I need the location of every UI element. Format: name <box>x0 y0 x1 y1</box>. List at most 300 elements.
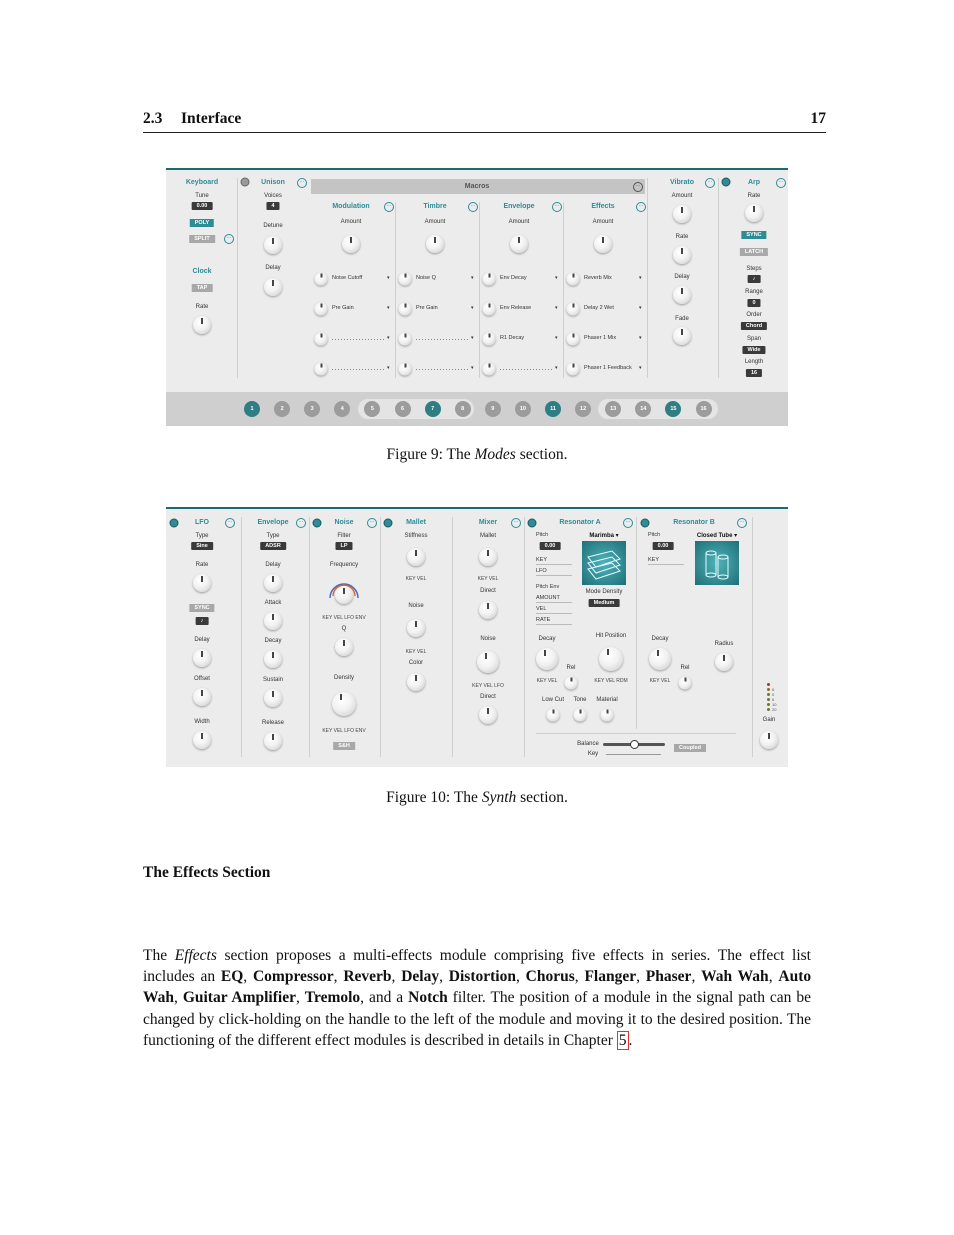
chevron-down-icon[interactable]: ▾ <box>471 335 474 341</box>
env-sustain-knob[interactable] <box>264 689 282 707</box>
paragraph-text: Effects <box>174 947 217 964</box>
res-a-rel-knob[interactable] <box>565 677 578 690</box>
divider <box>524 517 525 757</box>
chevron-down-icon[interactable]: ▾ <box>471 275 474 281</box>
page-button[interactable]: 15 <box>665 401 681 417</box>
arp-order-label: Order <box>746 312 762 318</box>
macro-amount-label: Amount <box>340 219 362 225</box>
lfo-delay-knob[interactable] <box>193 649 211 667</box>
mixer-mallet-mod-sources[interactable]: KEY VEL <box>477 576 499 582</box>
divider <box>395 202 396 378</box>
balance-key-label: Key <box>587 751 599 757</box>
page-button[interactable]: 9 <box>485 401 501 417</box>
mod-slider-track <box>536 602 572 603</box>
paragraph-text: , <box>574 968 585 986</box>
env-attack-knob[interactable] <box>264 612 282 630</box>
vibrato-rate-label: Rate <box>675 234 689 240</box>
res-b-decay-knob[interactable] <box>649 648 671 670</box>
chevron-down-icon[interactable]: ▾ <box>387 275 390 281</box>
pitch-env-vel[interactable]: VEL <box>536 606 547 612</box>
macro-slot-knob[interactable] <box>315 333 328 346</box>
macro-settings-icon[interactable]: ⋯ <box>468 202 478 212</box>
resonator-b-power-icon[interactable] <box>641 519 650 528</box>
panel-top-line <box>166 168 788 170</box>
macro-slot-knob[interactable] <box>483 303 496 316</box>
running-header <box>143 110 826 133</box>
resonator-a-settings-icon[interactable]: ⋯ <box>623 518 633 528</box>
macro-slot-empty[interactable] <box>332 369 384 370</box>
divider <box>636 517 637 729</box>
mode-density-value[interactable]: Medium <box>589 599 620 607</box>
env-decay-knob[interactable] <box>264 650 282 668</box>
macro-slot-knob[interactable] <box>315 363 328 376</box>
mixer-direct2-knob[interactable] <box>479 706 497 724</box>
macro-slot-knob[interactable] <box>483 273 496 286</box>
mixer-noise-label: Noise <box>480 636 496 642</box>
env-decay-label: Decay <box>264 638 282 644</box>
res-b-model-dropdown[interactable]: Closed Tube ▾ <box>696 533 738 539</box>
lfo-delay-label: Delay <box>194 637 210 643</box>
chevron-down-icon[interactable]: ▾ <box>639 365 642 371</box>
chevron-down-icon[interactable]: ▾ <box>387 365 390 371</box>
arp-span-label: Span <box>746 336 762 342</box>
effect-name: Delay <box>401 968 440 986</box>
lfo-power-icon[interactable] <box>170 519 179 528</box>
vibrato-title: Vibrato <box>670 179 694 186</box>
arp-latch-button[interactable]: LATCH <box>740 248 768 256</box>
res-b-decay-label: Decay <box>651 636 669 642</box>
lfo-title: LFO <box>195 519 209 526</box>
material-knob[interactable] <box>601 709 614 722</box>
mod-slider-track <box>536 564 572 565</box>
res-a-decay-knob[interactable] <box>536 648 558 670</box>
paragraph-text: , <box>174 989 183 1007</box>
vibrato-amount-knob[interactable] <box>673 205 691 223</box>
arp-rate-knob[interactable] <box>745 204 763 222</box>
pitch-env-rate[interactable]: RATE <box>536 617 551 623</box>
res-b-key-mod[interactable]: KEY <box>648 557 660 563</box>
macro-slot-knob[interactable] <box>567 303 580 316</box>
res-a-decay-mod-sources[interactable]: KEY VEL <box>536 678 558 684</box>
section-heading: The Effects Section <box>143 864 271 881</box>
chevron-down-icon[interactable]: ▾ <box>387 305 390 311</box>
arp-range-value[interactable]: 0 <box>747 299 760 307</box>
macro-slot-knob[interactable] <box>399 303 412 316</box>
envelope-settings-icon[interactable]: ⋯ <box>296 518 306 528</box>
hit-position-mod-sources[interactable]: KEY VEL RDM <box>594 678 628 684</box>
page-button[interactable]: 13 <box>605 401 621 417</box>
gain-label: Gain <box>762 717 776 723</box>
meter-led <box>767 708 770 711</box>
density-mod-sources[interactable]: KEY VEL LFO ENV <box>322 728 366 734</box>
color-knob[interactable] <box>407 673 425 691</box>
unison-power-icon[interactable] <box>241 178 250 187</box>
mixer-noise-mod-sources[interactable]: KEY VEL LFO <box>472 683 504 689</box>
macro-amount-knob[interactable] <box>342 235 360 253</box>
material-label: Material <box>596 697 618 703</box>
macro-slot-knob[interactable] <box>483 333 496 346</box>
chevron-down-icon[interactable]: ▾ <box>387 335 390 341</box>
mallet-noise-mod-sources[interactable]: KEY VEL <box>405 649 427 655</box>
color-label: Color <box>408 660 424 666</box>
macro-slot-knob[interactable] <box>399 273 412 286</box>
arp-steps-label: Steps <box>746 266 762 272</box>
lfo-width-label: Width <box>194 719 210 725</box>
clock-rate-knob[interactable] <box>193 316 211 334</box>
vibrato-delay-label: Delay <box>674 274 690 280</box>
macro-slot-empty[interactable] <box>500 369 552 370</box>
hit-position-knob[interactable] <box>599 647 623 671</box>
figure-synth-screenshot <box>166 507 788 767</box>
chevron-down-icon[interactable]: ▾ <box>639 335 642 341</box>
macro-slot-knob[interactable] <box>483 363 496 376</box>
meter-led <box>767 698 770 701</box>
arp-sync-button[interactable]: SYNC <box>741 231 766 239</box>
divider <box>563 202 564 378</box>
macro-slot-knob[interactable] <box>567 333 580 346</box>
low-cut-knob[interactable] <box>547 709 560 722</box>
macro-slot-empty[interactable] <box>332 339 384 340</box>
env-release-label: Release <box>261 720 285 726</box>
frequency-knob[interactable] <box>335 586 353 604</box>
divider <box>452 517 453 757</box>
meter-tick-label: 20 <box>772 707 777 712</box>
mixer-noise-knob[interactable] <box>477 651 499 673</box>
res-b-rel-label: Rel <box>680 665 690 671</box>
lfo-width-knob[interactable] <box>193 731 211 749</box>
arp-settings-icon[interactable]: ⋯ <box>776 178 786 188</box>
mod-slider-track <box>536 575 572 576</box>
vibrato-delay-knob[interactable] <box>673 286 691 304</box>
caption-text: section. <box>515 446 568 463</box>
macro-slot-target[interactable]: Pre Gain <box>416 305 438 311</box>
detune-label: Detune <box>263 223 283 229</box>
unison-settings-icon[interactable]: ⋯ <box>297 178 307 188</box>
vibrato-rate-knob[interactable] <box>673 246 691 264</box>
macro-amount-knob[interactable] <box>594 235 612 253</box>
macro-slot-target[interactable]: Pre Gain <box>332 305 354 311</box>
voices-value[interactable]: 4 <box>266 202 279 210</box>
macro-slot-target[interactable]: R1 Decay <box>500 335 525 341</box>
caption-text: Figure 10: The <box>386 789 482 806</box>
paragraph-text: . <box>628 1031 633 1049</box>
stiffness-label: Stiffness <box>404 533 428 539</box>
paragraph-text: , <box>243 968 253 986</box>
effect-name: Notch <box>408 989 448 1007</box>
paragraph-text: , <box>636 968 646 986</box>
page-button[interactable]: 8 <box>455 401 471 417</box>
divider <box>718 178 719 378</box>
macro-slot-target[interactable]: Noise Q <box>416 275 436 281</box>
macro-amount-label: Amount <box>592 219 614 225</box>
lfo-rate-knob[interactable] <box>193 574 211 592</box>
page-number: 17 <box>810 110 826 127</box>
noise-filter-label: Filter <box>337 533 351 539</box>
tune-value[interactable]: 0.00 <box>192 202 213 210</box>
paragraph-text: , <box>333 968 344 986</box>
res-a-rel-label: Rel <box>566 665 576 671</box>
macro-amount-knob[interactable] <box>510 235 528 253</box>
arp-range-label: Range <box>745 289 763 295</box>
vibrato-amount-label: Amount <box>671 193 693 199</box>
mallet-noise-knob[interactable] <box>407 619 425 637</box>
coupled-button[interactable]: Coupled <box>674 744 706 752</box>
resonator-b-settings-icon[interactable]: ⋯ <box>737 518 747 528</box>
keyboard-settings-icon[interactable]: ⋯ <box>224 234 234 244</box>
macro-slot-empty[interactable] <box>416 339 468 340</box>
lfo-type-value[interactable]: Sine <box>191 542 213 550</box>
envelope-title: Envelope <box>257 519 289 526</box>
mixer-mallet-knob[interactable] <box>479 548 497 566</box>
noise-settings-icon[interactable]: ⋯ <box>367 518 377 528</box>
page-button[interactable]: 4 <box>334 401 350 417</box>
page-button[interactable]: 16 <box>696 401 712 417</box>
macro-slot-target[interactable]: Noise Cutoff <box>332 275 363 281</box>
lfo-sync-button[interactable]: SYNC <box>189 604 214 612</box>
unison-delay-knob[interactable] <box>264 278 282 296</box>
effect-name: Compressor <box>252 968 334 986</box>
page-button[interactable]: 2 <box>274 401 290 417</box>
res-b-pitch-value[interactable]: 0.00 <box>653 542 674 550</box>
page-button[interactable]: 12 <box>575 401 591 417</box>
density-knob[interactable] <box>332 692 356 716</box>
env-release-knob[interactable] <box>264 732 282 750</box>
chevron-down-icon[interactable]: ▾ <box>471 365 474 371</box>
macro-slot-knob[interactable] <box>315 273 328 286</box>
env-delay-label: Delay <box>265 562 281 568</box>
divider <box>752 517 753 757</box>
macro-amount-knob[interactable] <box>426 235 444 253</box>
macro-slot-knob[interactable] <box>399 333 412 346</box>
arp-power-icon[interactable] <box>722 178 731 187</box>
stiffness-knob[interactable] <box>407 548 425 566</box>
chevron-down-icon[interactable]: ▾ <box>555 335 558 341</box>
resonator-a-power-icon[interactable] <box>528 519 537 528</box>
page-button[interactable]: 10 <box>515 401 531 417</box>
effect-name: Chorus <box>525 968 575 986</box>
macros-title: Macros <box>464 183 490 190</box>
unison-title: Unison <box>261 179 285 186</box>
res-a-pitch-label: Pitch <box>536 532 549 538</box>
macro-slot-target[interactable]: Env Release <box>500 305 532 311</box>
lfo-note-value[interactable]: ♪ <box>196 617 209 625</box>
env-sustain-label: Sustain <box>262 677 284 683</box>
macro-settings-icon[interactable]: ⋯ <box>384 202 394 212</box>
effect-name: Tremolo <box>304 989 361 1007</box>
mixer-mallet-label: Mallet <box>479 533 497 539</box>
balance-slider-handle[interactable] <box>630 740 639 749</box>
effect-name: Phaser <box>645 968 692 986</box>
noise-power-icon[interactable] <box>313 519 322 528</box>
macro-title: Effects <box>591 203 615 210</box>
res-a-key-mod[interactable]: KEY <box>536 557 548 563</box>
vibrato-fade-knob[interactable] <box>673 327 691 345</box>
section-title: Interface <box>181 110 242 127</box>
body-paragraph <box>143 945 811 1051</box>
tap-button[interactable]: TAP <box>192 284 213 292</box>
page-button[interactable]: 7 <box>425 401 441 417</box>
meter-tick-label: 0 <box>772 692 775 697</box>
sample-hold-button[interactable]: S&H <box>333 742 355 750</box>
mixer-title: Mixer <box>478 519 498 526</box>
macros-settings-icon[interactable]: ⋯ <box>633 182 643 192</box>
macro-slot-knob[interactable] <box>567 363 580 376</box>
marimba-model-image <box>582 541 626 585</box>
res-a-pitch-value[interactable]: 0.00 <box>540 542 561 550</box>
q-knob[interactable] <box>335 638 353 656</box>
frequency-mod-sources[interactable]: KEY VEL LFO ENV <box>322 615 366 621</box>
mixer-direct1-knob[interactable] <box>479 601 497 619</box>
closed-tube-model-image <box>695 541 739 585</box>
mallet-power-icon[interactable] <box>384 519 393 528</box>
divider <box>479 202 480 378</box>
macro-slot-target[interactable]: Delay 2 Wet <box>584 305 614 311</box>
page-button[interactable]: 11 <box>545 401 561 417</box>
divider <box>241 517 242 757</box>
macro-settings-icon[interactable]: ⋯ <box>552 202 562 212</box>
caption-text: section. <box>516 789 568 806</box>
panel-top-line <box>166 507 788 509</box>
divider <box>309 517 310 757</box>
paragraph-text: , <box>439 968 449 986</box>
mod-slider-track <box>648 564 684 565</box>
arp-title: Arp <box>747 179 761 186</box>
mode-density-label: Mode Density <box>585 589 623 595</box>
tube-icon <box>695 541 739 585</box>
chevron-down-icon[interactable]: ▾ <box>555 305 558 311</box>
macro-slot-target[interactable]: Phaser 1 Mix <box>584 335 617 341</box>
figure-modes-screenshot <box>166 168 788 426</box>
chevron-down-icon[interactable]: ▾ <box>639 275 642 281</box>
paragraph-text: , <box>691 968 702 986</box>
chevron-down-icon[interactable]: ▾ <box>555 275 558 281</box>
lfo-offset-knob[interactable] <box>193 688 211 706</box>
chevron-down-icon[interactable]: ▾ <box>555 365 558 371</box>
key-slider-track[interactable] <box>606 754 661 755</box>
paragraph-text: The <box>143 947 175 964</box>
page-button[interactable]: 5 <box>364 401 380 417</box>
vibrato-settings-icon[interactable]: ⋯ <box>705 178 715 188</box>
marimba-bars-icon <box>582 541 626 585</box>
res-a-lfo-mod[interactable]: LFO <box>536 568 547 574</box>
stiffness-mod-sources[interactable]: KEY VEL <box>405 576 427 582</box>
paragraph-text: , and a <box>360 989 409 1007</box>
macro-slot-empty[interactable] <box>416 369 468 370</box>
gain-knob[interactable] <box>760 731 778 749</box>
macro-settings-icon[interactable]: ⋯ <box>636 202 646 212</box>
meter-led <box>767 703 770 706</box>
resonator-a-title: Resonator A <box>559 519 601 526</box>
voices-label: Voices <box>264 193 282 199</box>
unison-delay-label: Delay <box>265 265 281 271</box>
density-label: Density <box>333 675 355 681</box>
poly-button[interactable]: POLY <box>190 219 214 227</box>
page-button[interactable]: 3 <box>304 401 320 417</box>
meter-tick-label: 6 <box>772 697 775 702</box>
tone-label: Tone <box>573 697 587 703</box>
vibrato-fade-label: Fade <box>675 316 689 322</box>
pitch-env-amount[interactable]: AMOUNT <box>536 595 560 601</box>
divider <box>380 517 381 757</box>
figure-9-caption <box>387 446 568 464</box>
macro-amount-label: Amount <box>424 219 446 225</box>
macro-slot-knob[interactable] <box>315 303 328 316</box>
mod-slider-track <box>536 624 572 625</box>
paragraph-text: , <box>295 989 305 1007</box>
env-type-label: Type <box>266 533 280 539</box>
split-button[interactable]: SPLIT <box>189 235 215 243</box>
mixer-direct1-label: Direct <box>480 588 496 594</box>
arp-rate-label: Rate <box>747 193 761 199</box>
arp-length-value[interactable]: 16 <box>746 369 762 377</box>
keyboard-title: Keyboard <box>185 179 219 186</box>
divider <box>237 178 238 378</box>
effect-name: Reverb <box>343 968 392 986</box>
res-b-rel-knob[interactable] <box>679 677 692 690</box>
q-label: Q <box>341 626 347 632</box>
page-button[interactable]: 6 <box>395 401 411 417</box>
effect-name: Flanger <box>584 968 637 986</box>
arp-order-value[interactable]: Chord <box>741 322 767 330</box>
caption-text: Figure 9: The <box>386 446 475 463</box>
page-button[interactable]: 1 <box>244 401 260 417</box>
macro-slot-target[interactable]: Env Decay <box>500 275 527 281</box>
macro-slot-knob[interactable] <box>399 363 412 376</box>
mallet-noise-label: Noise <box>408 603 424 609</box>
macro-slot-target[interactable]: Reverb Mix <box>584 275 612 281</box>
figure-10-caption <box>386 789 568 807</box>
effect-name: EQ <box>220 968 244 986</box>
detune-knob[interactable] <box>264 236 282 254</box>
mixer-settings-icon[interactable]: ⋯ <box>511 518 521 528</box>
paragraph-text: , <box>768 968 779 986</box>
tune-label: Tune <box>195 193 209 199</box>
effect-name: Wah Wah <box>701 968 769 986</box>
mod-slider-track <box>536 613 572 614</box>
mixer-direct2-label: Direct <box>480 694 496 700</box>
hit-position-label: Hit Position <box>595 633 627 639</box>
macro-slot-target[interactable]: Phaser 1 Feedback <box>584 365 632 371</box>
divider <box>647 178 648 378</box>
chapter-reference-link[interactable]: 5 <box>618 1031 627 1049</box>
macro-title: Modulation <box>332 203 370 210</box>
macro-slot-knob[interactable] <box>567 273 580 286</box>
section-number: 2.3 <box>143 110 163 127</box>
meter-led <box>767 688 770 691</box>
arp-span-value[interactable]: Wide <box>742 346 765 354</box>
res-b-decay-mod-sources[interactable]: KEY VEL <box>649 678 671 684</box>
radius-knob[interactable] <box>715 653 733 671</box>
env-delay-knob[interactable] <box>264 574 282 592</box>
effect-name: Distortion <box>448 968 516 986</box>
chevron-down-icon[interactable]: ▾ <box>471 305 474 311</box>
effect-name: Guitar Amplifier <box>182 989 296 1007</box>
tone-knob[interactable] <box>574 709 587 722</box>
meter-tick-label: 6 <box>772 687 775 692</box>
res-a-model-dropdown[interactable]: Marimba ▾ <box>589 533 619 539</box>
lfo-settings-icon[interactable]: ⋯ <box>225 518 235 528</box>
env-type-value[interactable]: ADSR <box>260 542 286 550</box>
res-b-pitch-label: Pitch <box>648 532 661 538</box>
arp-steps-value[interactable]: ♪ <box>748 275 761 283</box>
meter-tick-label: 10 <box>772 702 777 707</box>
noise-filter-value[interactable]: LP <box>335 542 352 550</box>
chevron-down-icon[interactable]: ▾ <box>639 305 642 311</box>
low-cut-label: Low Cut <box>541 697 565 703</box>
page-button[interactable]: 14 <box>635 401 651 417</box>
pitch-env-label: Pitch Env <box>536 584 560 590</box>
balance-label: Balance <box>577 741 599 747</box>
